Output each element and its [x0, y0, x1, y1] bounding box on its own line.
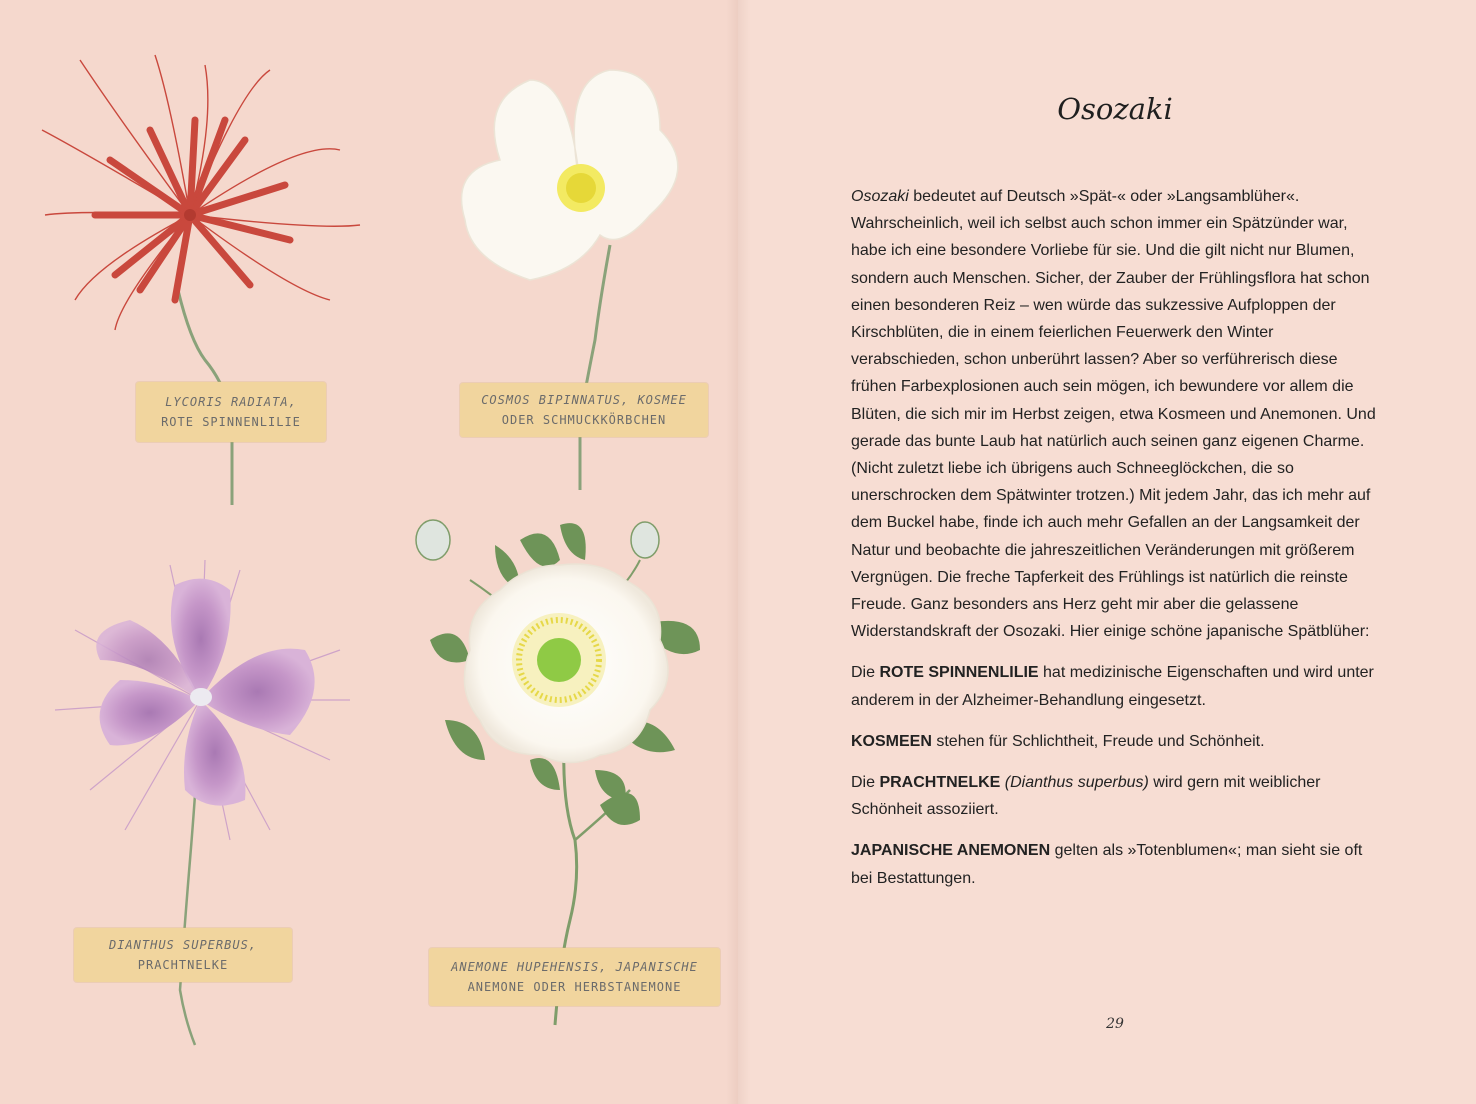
- entry-kosmeen: [851, 728, 1381, 755]
- dianthus-common-name: PRACHTNELKE: [137, 958, 229, 972]
- entry-text: gelten als »Totenblumen«; man sieht sie oft bei Bestattungen.: [851, 842, 1363, 887]
- entry-term: PRACHTNELKE: [879, 774, 1001, 792]
- page-number: 29: [1106, 1016, 1124, 1032]
- lycoris-latin-name: LYCORIS RADIATA,: [165, 395, 297, 409]
- lycoris-common-name: ROTE SPINNENLILIE: [161, 415, 301, 429]
- book-gutter: [726, 0, 750, 1104]
- page-title: Osozaki: [1057, 92, 1173, 126]
- dianthus-label: [74, 928, 292, 982]
- cosmos-label: [460, 383, 708, 437]
- entry-term: JAPANISCHE ANEMONEN: [851, 842, 1051, 860]
- entry-text: hat medizinische Eigenschaften und wird unter anderem in der Alzheimer-Behandlung eingesetzt.: [851, 664, 1374, 709]
- anemone-label: [429, 948, 720, 1006]
- entry-prefix: Die: [851, 664, 880, 682]
- entry-term: ROTE SPINNENLILIE: [879, 664, 1039, 682]
- cosmos-common-name: ODER SCHMUCKKÖRBCHEN: [501, 413, 667, 427]
- intro-text: bedeutet auf Deutsch »Spät-« oder »Langsamblüher«. Wahrscheinlich, weil ich selbst auch schon immer ein Spätzünder war, habe ich eine besondere Vorliebe für sie. Und die gilt nicht nur Blumen, sondern auch Menschen. Sicher, der Zauber der Frühlingsflora hat schon einen besonderen Reiz – wen würde das sukzessive Aufploppen der Kirschblüten, die in einem feierlichen Feuerwerk den Winter verabschieden, schon unberührt lassen? Aber so verführerisch diese frühen Farbexplosionen auch sein mögen, ich bewundere vor allem die Blüten, die sich mir im Herbst zeigen, etwa Kosmeen und Anemonen. Und gerade das bunte Laub hat natürlich auch seinen ganz eigenen Charme. (Nicht zuletzt liebe ich übrigens auch Schneeglöckchen, die so unerschrocken dem Spätwinter trotzen.) Mit jedem Jahr, das ich mehr auf dem Buckel habe, finde ich auch mehr Gefallen an der Langsamkeit der Natur und beobachte die jahreszeitlichen Veränderungen mit größerem Vergnügen. Die freche Tapferkeit des Frühlings ist natürlich die reinste Freude. Ganz besonders ans Herz geht mir aber die gelassene Widerstandskraft der Osozaki. Hier einige schöne japanische Spätblüher:: [851, 188, 1376, 641]
- intro-italic-term: Osozaki: [851, 188, 909, 205]
- entry-term: KOSMEEN: [851, 732, 932, 750]
- entry-japanische-anemonen: [851, 837, 1381, 891]
- entry-prefix: Die: [851, 774, 880, 792]
- article-body: [851, 183, 1381, 906]
- dianthus-latin-name: DIANTHUS SUPERBUS,: [108, 938, 258, 952]
- entry-scientific-name: (Dianthus superbus): [1000, 774, 1149, 792]
- lycoris-label: [136, 382, 326, 442]
- entry-prachtnelke: [851, 769, 1381, 823]
- entry-rote-spinnenlilie: [851, 659, 1381, 713]
- anemone-common-name: ANEMONE ODER HERBSTANEMONE: [467, 980, 682, 994]
- anemone-latin-name: ANEMONE HUPEHENSIS, JAPANISCHE: [451, 960, 698, 974]
- entry-text: stehen für Schlichtheit, Freude und Schönheit.: [931, 732, 1265, 750]
- entry-text: wird gern mit weiblicher Schönheit assoziiert.: [851, 774, 1321, 819]
- intro-paragraph: [851, 183, 1381, 645]
- cosmos-latin-name: COSMOS BIPINNATUS, KOSMEE: [481, 393, 687, 407]
